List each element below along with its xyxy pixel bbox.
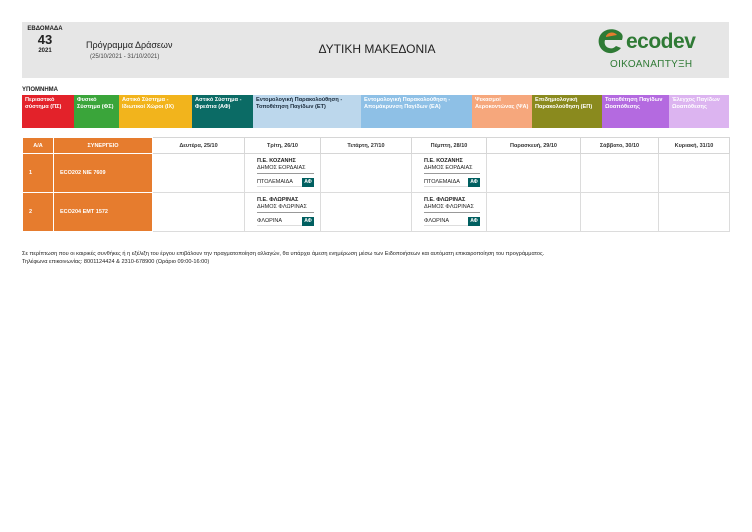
activity-badge: ΑΦ (302, 178, 314, 187)
day-cell-thursday (412, 193, 487, 232)
day-cell-friday (487, 193, 581, 232)
col-header-saturday: Σάββατο, 30/10 (581, 138, 659, 154)
entry-municipality: ΔΗΜΟΣ ΦΛΩΡΙΝΑΣ (257, 204, 314, 213)
col-header-sunday: Κυριακή, 31/10 (659, 138, 730, 154)
schedule-entry (257, 197, 314, 226)
legend-title: ΥΠΟΜΝΗΜΑ (22, 87, 58, 93)
entry-municipality: ΔΗΜΟΣ ΕΟΡΔΑΙΑΣ (257, 165, 314, 174)
legend-item: Τοποθέτηση Παγίδων Ωοαπόθεσης (602, 95, 669, 128)
col-header-aa: Α/Α (23, 138, 54, 154)
col-header-tuesday: Τρίτη, 26/10 (245, 138, 321, 154)
row-number: 1 (23, 154, 54, 193)
entry-region: Π.Ε. ΦΛΩΡΙΝΑΣ (424, 197, 466, 203)
day-cell-friday (487, 154, 581, 193)
schedule-entry (257, 158, 314, 187)
entry-place: ΠΤΟΛΕΜΑΙΔΑ (424, 179, 480, 187)
legend (22, 95, 729, 128)
logo-subtitle: ΟΙΚΟΑΝΑΠΤΥΞΗ (610, 59, 693, 70)
legend-item: Αστικό Σύστημα - Φρεάτια (ΑΦ) (192, 95, 253, 128)
table-header-row (23, 138, 730, 154)
legend-item: Ψεκασμοί Αεροκοντώνας (ΨΑ) (472, 95, 532, 128)
legend-item: Εντομολογική Παρακολούθηση - Απομάκρυνση Παγίδων (ΕΑ) (361, 95, 472, 128)
col-header-monday: Δευτέρα, 25/10 (153, 138, 245, 154)
footnote (22, 250, 729, 266)
legend-item: Εντομολογική Παρακολούθηση - Τοποθέτηση Παγίδων (ΕΤ) (253, 95, 361, 128)
entry-place: ΦΛΩΡΙΝΑ (257, 218, 314, 226)
team-cell: ECO202 ΝΙΕ 7609 (54, 154, 153, 193)
day-cell-tuesday (245, 154, 321, 193)
day-cell-thursday (412, 154, 487, 193)
row-number: 2 (23, 193, 54, 232)
entry-region: Π.Ε. ΚΟΖΑΝΗΣ (257, 158, 296, 164)
week-box (26, 26, 64, 54)
schedule-table (22, 137, 730, 232)
week-year: 2021 (38, 48, 52, 54)
legend-item: Αστικό Σύστημα - Ιδιωτικοί Χώροι (ΙΧ) (119, 95, 192, 128)
day-cell-wednesday (321, 154, 412, 193)
logo-text: ecodev (626, 30, 696, 53)
ecodev-leaf-icon (594, 26, 626, 58)
entry-place: ΦΛΩΡΙΝΑ (424, 218, 480, 226)
day-cell-tuesday (245, 193, 321, 232)
table-row (23, 193, 730, 232)
entry-municipality: ΔΗΜΟΣ ΕΟΡΔΑΙΑΣ (424, 165, 480, 174)
team-cell: ECO204 ΕΜΤ 1572 (54, 193, 153, 232)
day-cell-sunday (659, 193, 730, 232)
ecodev-logo (590, 26, 722, 74)
schedule-entry (424, 158, 480, 187)
entry-region: Π.Ε. ΦΛΩΡΙΝΑΣ (257, 197, 299, 203)
entry-municipality: ΔΗΜΟΣ ΦΛΩΡΙΝΑΣ (424, 204, 480, 213)
day-cell-monday (153, 154, 245, 193)
entry-region: Π.Ε. ΚΟΖΑΝΗΣ (424, 158, 463, 164)
col-header-wednesday: Τετάρτη, 27/10 (321, 138, 412, 154)
program-dates: (25/10/2021 - 31/10/2021) (90, 54, 160, 60)
legend-item: Έλεγχος Παγίδων Ωοαπόθεσης (669, 95, 729, 128)
legend-item: Περιαστικό σύστημα (ΠΣ) (22, 95, 74, 128)
page-header (22, 22, 729, 78)
week-number: 43 (37, 32, 53, 47)
day-cell-wednesday (321, 193, 412, 232)
schedule-entry (424, 197, 480, 226)
program-title: Πρόγραμμα Δράσεων (86, 40, 173, 50)
footnote-notice: Σε περίπτωση που οι καιρικές συνθήκες ή η εξέλιξη του έργου επιβάλουν την πραγματοποίηση αλλαγών, θα υπάρχει άμεση ενημέρωση μέσω των Ειδοποιήσεων και αυτόματη επικαιροποίηση του προγράμματος. (22, 251, 545, 257)
day-cell-sunday (659, 154, 730, 193)
activity-badge: ΑΦ (302, 217, 314, 226)
col-header-thursday: Πέμπτη, 28/10 (412, 138, 487, 154)
table-row (23, 154, 730, 193)
entry-place: ΠΤΟΛΕΜΑΙΔΑ (257, 179, 314, 187)
activity-badge: ΑΦ (468, 217, 480, 226)
footnote-contact: Τηλέφωνα επικοινωνίας: 8001124424 & 2310-678900 (Ωράριο 09:00-16:00) (22, 259, 210, 265)
legend-item: Επιδημιολογική Παρακολούθηση (ΕΠ) (532, 95, 602, 128)
col-header-team: ΣΥΝΕΡΓΕΙΟ (54, 138, 153, 154)
activity-badge: ΑΦ (468, 178, 480, 187)
day-cell-saturday (581, 193, 659, 232)
day-cell-saturday (581, 154, 659, 193)
day-cell-monday (153, 193, 245, 232)
legend-item: Φυσικό Σύστημα (ΦΣ) (74, 95, 119, 128)
region-title: ΔΥΤΙΚΗ ΜΑΚΕΔΟΝΙΑ (318, 42, 436, 56)
col-header-friday: Παρασκευή, 29/10 (487, 138, 581, 154)
week-label: ΕΒΔΟΜΑΔΑ (27, 26, 63, 32)
